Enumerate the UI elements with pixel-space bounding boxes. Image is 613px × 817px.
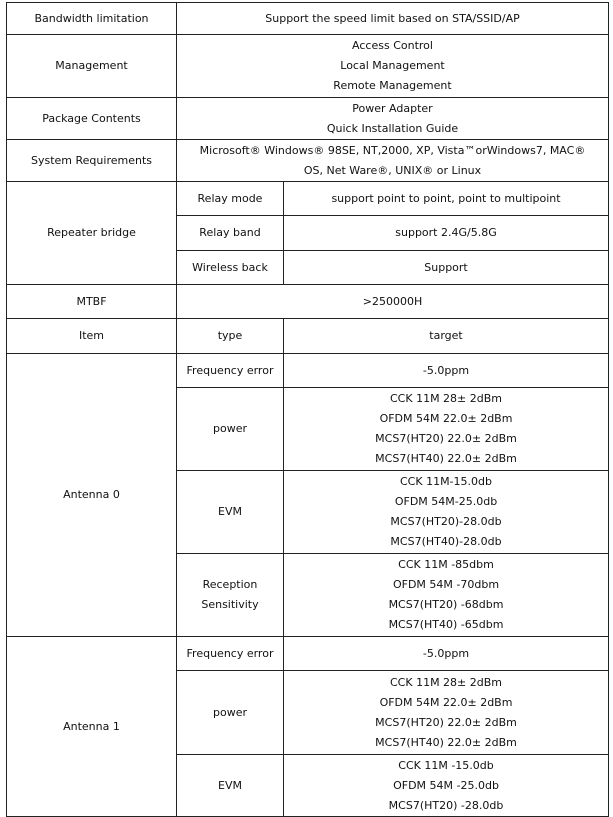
type-cell: EVM xyxy=(177,471,284,554)
row-value xyxy=(177,140,609,182)
target-cell: Support xyxy=(284,251,609,285)
target-cell: support point to point, point to multipoint xyxy=(284,182,609,216)
row-value: >250000H xyxy=(177,285,609,319)
row-label: MTBF xyxy=(7,285,177,319)
table-row xyxy=(7,182,609,216)
table-row xyxy=(7,98,609,140)
table-row xyxy=(7,3,609,35)
value-line: OS, Net Ware®, UNIX® or Linux xyxy=(303,163,482,177)
row-value: Support the speed limit based on STA/SSID/AP xyxy=(177,3,609,35)
value-line: MCS7(HT20) -28.0db xyxy=(388,798,504,812)
value-line: OFDM 54M 22.0± 2dBm xyxy=(379,412,513,425)
value-line: CCK 11M 28± 2dBm xyxy=(390,392,503,405)
value-line: MCS7(HT20) 22.0± 2dBm xyxy=(375,432,517,445)
type-cell: Wireless back xyxy=(177,251,284,285)
type-cell: Frequency error xyxy=(177,637,284,671)
target-cell xyxy=(284,554,609,637)
table-row xyxy=(7,140,609,182)
value-line: CCK 11M-15.0db xyxy=(400,475,492,488)
value-line: MCS7(HT40) -65dbm xyxy=(388,618,504,631)
type-cell: power xyxy=(177,388,284,471)
value-line: OFDM 54M 22.0± 2dBm xyxy=(379,695,513,709)
value-line: MCS7(HT20) 22.0± 2dBm xyxy=(375,715,517,729)
target-cell xyxy=(284,471,609,554)
value-line: MCS7(HT20) -68dbm xyxy=(388,598,504,611)
type-cell xyxy=(177,554,284,637)
value-line: CCK 11M -15.0db xyxy=(398,758,494,772)
value-line: Local Management xyxy=(340,59,445,72)
table-row xyxy=(7,285,609,319)
type-line: Sensitivity xyxy=(201,598,259,611)
table-row xyxy=(7,637,609,671)
value-line: Access Control xyxy=(352,39,433,52)
table-header-row xyxy=(7,319,609,354)
row-label: Package Contents xyxy=(7,98,177,140)
antenna-0-label: Antenna 0 xyxy=(7,354,177,637)
type-cell: EVM xyxy=(177,755,284,817)
value-line: CCK 11M -85dbm xyxy=(398,558,494,571)
target-cell: -5.0ppm xyxy=(284,637,609,671)
row-value xyxy=(177,35,609,98)
header-type: type xyxy=(177,319,284,354)
row-label: Management xyxy=(7,35,177,98)
value-line: CCK 11M 28± 2dBm xyxy=(390,675,503,689)
target-cell xyxy=(284,671,609,755)
target-cell xyxy=(284,755,609,817)
table-row xyxy=(7,354,609,388)
type-cell: Frequency error xyxy=(177,354,284,388)
value-line: OFDM 54M -25.0db xyxy=(393,778,499,792)
target-cell xyxy=(284,388,609,471)
type-line: Reception xyxy=(202,578,258,591)
row-value xyxy=(177,98,609,140)
type-cell: power xyxy=(177,671,284,755)
target-cell: support 2.4G/5.8G xyxy=(284,216,609,251)
value-line: Remote Management xyxy=(333,79,452,92)
value-line: Quick Installation Guide xyxy=(326,121,459,135)
value-line: OFDM 54M-25.0db xyxy=(394,495,498,508)
value-line: Microsoft® Windows® 98SE, NT,2000, XP, Vista™orWindows7, MAC® xyxy=(199,143,586,157)
value-line: MCS7(HT20)-28.0db xyxy=(390,515,502,528)
value-line: MCS7(HT40) 22.0± 2dBm xyxy=(375,452,517,465)
antenna-1-label: Antenna 1 xyxy=(7,637,177,817)
header-item: Item xyxy=(7,319,177,354)
row-label: Repeater bridge xyxy=(7,182,177,285)
header-target: target xyxy=(284,319,609,354)
row-label: Bandwidth limitation xyxy=(7,3,177,35)
type-cell: Relay mode xyxy=(177,182,284,216)
specification-table xyxy=(6,2,609,817)
value-line: OFDM 54M -70dbm xyxy=(392,578,500,591)
type-cell: Relay band xyxy=(177,216,284,251)
value-line: MCS7(HT40)-28.0db xyxy=(390,535,502,548)
target-cell: -5.0ppm xyxy=(284,354,609,388)
value-line: Power Adapter xyxy=(352,101,433,115)
value-line: MCS7(HT40) 22.0± 2dBm xyxy=(375,735,517,749)
table-row xyxy=(7,35,609,98)
row-label: System Requirements xyxy=(7,140,177,182)
